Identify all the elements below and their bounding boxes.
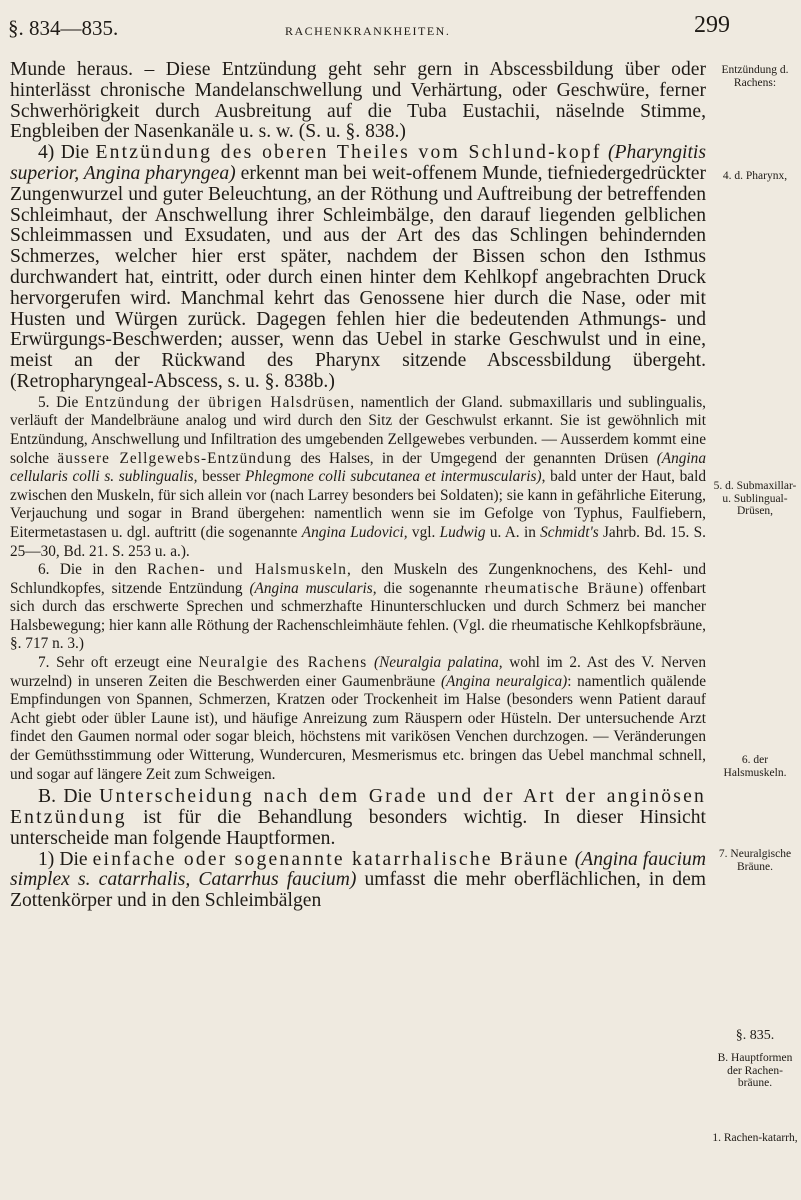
text-run: u. A. in bbox=[485, 523, 541, 541]
emphasis-run: Rachen- und Halsmuskeln bbox=[147, 561, 347, 579]
emphasis-run: Entzündung des oberen Theiles vom Schlund-kopf bbox=[95, 142, 602, 164]
margin-note-rachenkatarrh: 1. Rachen-katarrh, bbox=[712, 1132, 798, 1144]
section-range: §. 834—835. bbox=[8, 16, 119, 40]
text-run: , bald unter der Haut, bald zwischen den Muskeln, für sich allein vor (nach Larrey besonders bei Soldaten); sie kann in gefährliche Eiterung, Verjauchung und sogar in Brand übergehen: namentlich wenn sie im Gefolge von Typhus, Faulfiebern, Eitermetastasen u. dgl. auftritt (die sogenannte bbox=[10, 468, 706, 541]
margin-note-halsmuskeln: 6. der Halsmuskeln. bbox=[723, 754, 787, 779]
page-number: 299 bbox=[694, 12, 730, 38]
text-run: die sogenannte bbox=[376, 579, 485, 597]
emphasis-run: äussere Zellgewebs-Entzündung bbox=[57, 449, 293, 467]
italic-run: (Angina cellularis colli s. sublingualis, bbox=[10, 449, 706, 486]
text-run: des Halses, in der Umgegend der genannten Drüsen bbox=[292, 449, 657, 467]
italic-run: (Angina neuralgica) bbox=[440, 672, 568, 690]
text-run: 7. Sehr oft erzeugt eine bbox=[38, 654, 199, 672]
text-run: 6. Die in den bbox=[38, 561, 148, 579]
text-run: 1) Die bbox=[38, 848, 93, 870]
text-run: 4) Die bbox=[38, 142, 96, 164]
paragraph-halsdruesen bbox=[10, 394, 706, 561]
text-run: 5. Die bbox=[38, 393, 85, 411]
running-title: RACHENKRANKHEITEN. bbox=[285, 24, 451, 38]
italic-run: (Angina faucium simplex s. catarrhalis, Catarrhus faucium) bbox=[10, 848, 706, 891]
italic-run: Schmidt's bbox=[540, 523, 599, 541]
text-run: : namentlich quälende Empfindungen von Spannen, Schmerzen, Kratzen oder Trockenheit im Halse (besonders wenn Patient darauf Acht giebt oder übler Laune ist), und häufige Anreizung zum Räuspern oder Hüsteln. Der untersuchende Arzt findet den Gaumen normal oder sogar bleich, höchstens mit varikösen Venchen durchzogen. — Veränderungen der Gemüthsstimmung oder Witterung, Wundercuren, Mesmerismus etc. bringen das Uebel manchmal schnell, und sogar auf längere Zeit zum Schweigen. bbox=[10, 672, 706, 783]
paragraph-halsmuskeln bbox=[10, 561, 706, 654]
text-run: besser bbox=[197, 468, 246, 486]
margin-note-hauptformen: B. Hauptformen der Rachen-bräune. bbox=[717, 1052, 793, 1089]
text-run: wohl im 2. Ast des V. Nerven wurzelnd) in unseren Zeiten die Beschwerden einer Gaumenbräune bbox=[10, 654, 706, 690]
italic-run: Phlegmone colli subcutanea et intermuscularis) bbox=[245, 468, 542, 486]
text-run: , namentlich der Gland. submaxillaris und sublingualis, verläuft der Mandelbräune analog und wird durch den Sitz der Geschwulst erkannt. Sie ist gewöhnlich mit Entzündung, Anschwellung und Infiltration des umgebenden Zellgewebes verbunden. — Ausserdem kommt eine solche bbox=[10, 393, 706, 467]
text-run: umfasst die mehr oberflächlichen, in dem Zottenkörper und in den Schleimbälgen bbox=[10, 869, 707, 912]
paragraph-pharyngitis bbox=[10, 143, 706, 393]
text-run: , den Muskeln des Zungenknochens, des Kehl- und Schlundkopfes, sitzende Entzündung bbox=[10, 561, 706, 597]
page-header bbox=[0, 12, 801, 52]
margin-note-neuralgie: 7. Neuralgische Bräune. bbox=[718, 848, 792, 873]
margin-note-submaxillar: 5. d. Submaxillar- u. Sublingual-Drüsen, bbox=[713, 480, 797, 517]
text-run: vgl. bbox=[407, 523, 440, 541]
margin-note-entzuendung: Entzündung d. Rachens: bbox=[721, 64, 789, 89]
emphasis-run: Entzündung der übrigen Halsdrüsen bbox=[84, 393, 351, 411]
paragraph-einfache-braeune bbox=[10, 850, 706, 912]
paragraph-continuation: Munde heraus. – Diese Entzündung geht sehr gern in Abscessbildung über oder hinterlässt chronische Mandelanschwellung und Verhärtung, oder Geschwüre, ferner Schwerhörigkeit durch Ausbreitung auf die Tuba Eustachii, näselnde Stimme, Engbleiben der Nasenkanäle u. s. w. (S. u. §. 838.) bbox=[10, 59, 706, 143]
emphasis-run: einfache oder sogenannte katarrhalische Bräune bbox=[92, 848, 570, 870]
text-run: ) offenbart sich durch das erschwerte Sprechen und schmerzhafte Hinunterschlucken und durch Schmerz bei mancher Halsbewegung; hier kann alle Röthung der Rachenschleimhäute fehlen. (Vgl. die rheumatische Kehlkopfsbräune, §. 717 n. 3.) bbox=[10, 579, 707, 653]
margin-note-pharynx: 4. d. Pharynx, bbox=[722, 170, 788, 182]
emphasis-run: rheumatische Bräune bbox=[484, 579, 639, 597]
paragraph-unterscheidung bbox=[10, 787, 706, 849]
emphasis-run: Neuralgie des Rachens bbox=[198, 654, 368, 672]
italic-run: Angina Ludovici, bbox=[301, 523, 408, 541]
text-run: erkennt man bei weit-offenem Munde, tiefniedergedrückter Zungenwurzel und guter Beleuchtung, an der Röthung und Auftreibung der betreffenden Schleimhaut, der Anschwellung ihrer Schleimbälge, den darauf liegenden gelblichen Schleimmassen und Exsudaten, und aus der Art des das Schlingen behindernden Schmerzes, welcher hier erst später, nachdem der Bissen schon den Isthmus durchwandert hat, eintritt, oder durch einen hinter dem Kehlkopf angebrachten Druck hervorgerufen wird. Manchmal kehrt das Genossene hier durch die Nase, oder mit Husten und Würgen zurück. Dagegen fehlen hier die bedeutenden Athmungs- und Erwürgungs-Beschwerden; ausser, wenn das Uebel in starke Geschwulst und in eine, meist an der Rückwand des Pharynx sitzende Abscessbildung übergeht. (Retropharyngeal-Abscess, s. u. §. 838b.) bbox=[10, 162, 706, 392]
italic-run: (Neuralgia palatina, bbox=[367, 654, 503, 672]
italic-run: (Pharyngitis superior, Angina pharyngea) bbox=[10, 142, 706, 184]
text-run: B. Die bbox=[38, 786, 100, 808]
emphasis-run: Unterscheidung nach dem Grade und der Art der anginösen Entzündung bbox=[10, 786, 706, 829]
italic-run: (Angina muscularis, bbox=[249, 579, 377, 597]
main-text bbox=[10, 60, 706, 912]
text-run: ist für die Behandlung besonders wichtig. In dieser Hinsicht unterscheide man folgende Hauptformen. bbox=[10, 807, 706, 849]
text-run: Jahrb. Bd. 15. S. 25—30, Bd. 21. S. 253 u. a.). bbox=[10, 523, 706, 560]
paragraph-neuralgie bbox=[10, 654, 706, 784]
italic-run: Ludwig bbox=[439, 523, 486, 541]
margin-section-835: §. 835. bbox=[735, 1028, 775, 1043]
